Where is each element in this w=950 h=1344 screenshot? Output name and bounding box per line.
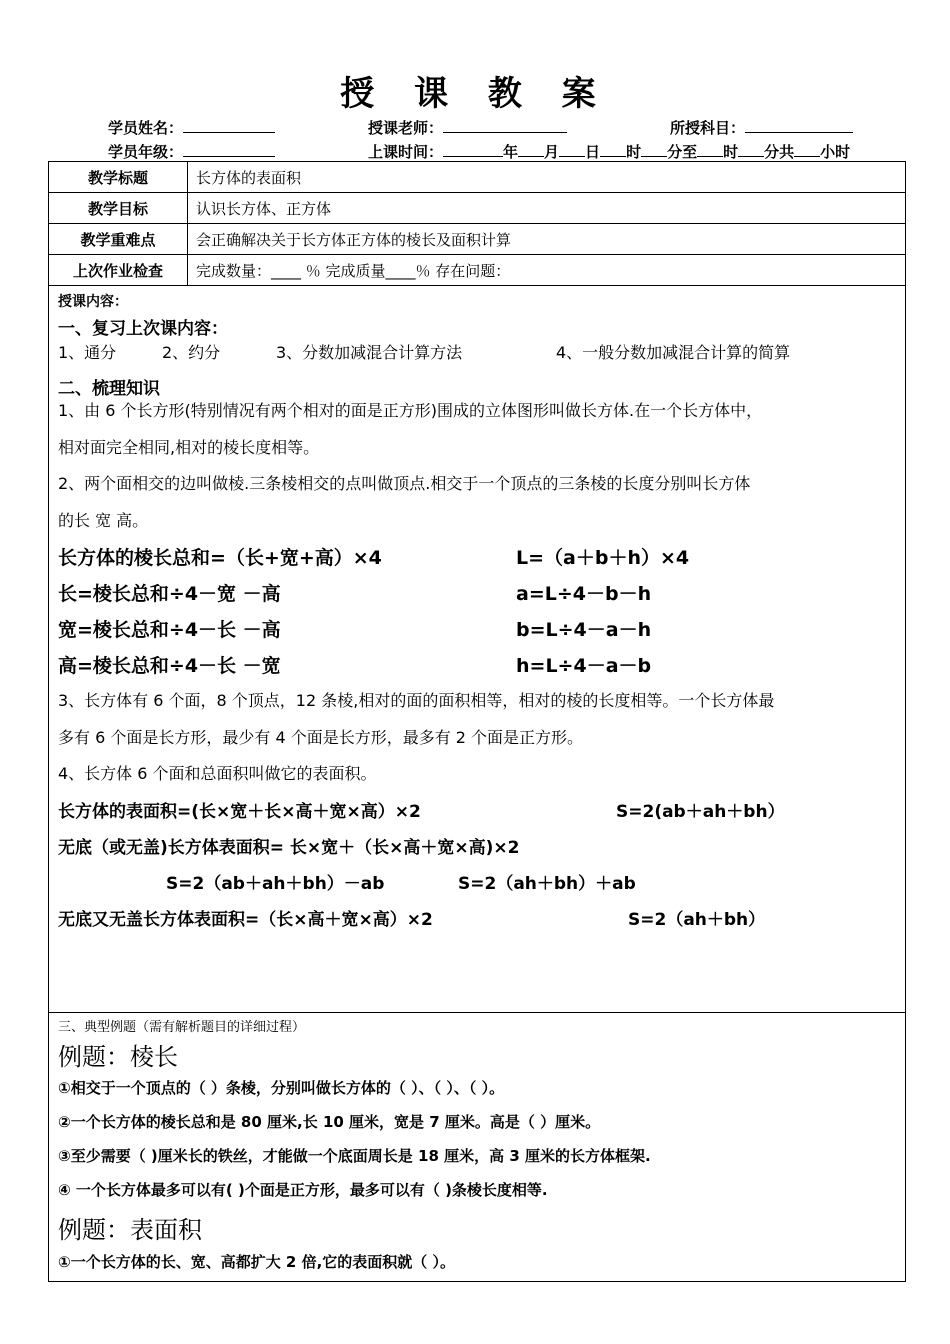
- formula: 宽=棱长总和÷4－长 －高: [58, 619, 281, 641]
- paragraph: 1、由 6 个长方形(特别情况有两个相对的面是正方形)围成的立体图形叫做长方体.在一个长方体中，: [58, 401, 763, 420]
- example-heading-area: 例题：表面积: [58, 1216, 202, 1244]
- class-time-field: [368, 141, 850, 162]
- page-title: 授 课 教 案: [340, 74, 610, 114]
- section-review-title: 一、复习上次课内容：: [58, 319, 228, 339]
- formula: 长方体的表面积=(长×宽＋长×高＋宽×高）×2: [58, 802, 421, 822]
- paragraph: 4、长方体 6 个面和总面积叫做它的表面积。: [58, 764, 377, 783]
- subject-field: [670, 117, 853, 138]
- hour-end-blank[interactable]: [697, 141, 723, 157]
- student-name-blank[interactable]: [183, 117, 275, 133]
- formula: a=L÷4－b－h: [516, 583, 652, 605]
- formula: 长方体的棱长总和=（长+宽+高）×4: [58, 547, 382, 569]
- grade-label: 学员年级：: [108, 143, 184, 161]
- hour-end-unit: 时: [723, 143, 739, 161]
- row-label: 上次作业检查: [49, 255, 188, 286]
- review-item: 4、一般分数加减混合计算的简算: [556, 343, 791, 362]
- question: ③至少需要（ )厘米长的铁丝，才能做一个底面周长是 18 厘米，高 3 厘米的长方体框架.: [58, 1147, 651, 1165]
- example-heading-edge: 例题：棱长: [58, 1043, 178, 1071]
- year-blank[interactable]: [443, 141, 503, 157]
- subject-label: 所授科目：: [670, 119, 746, 137]
- day-blank[interactable]: [559, 141, 585, 157]
- table-row: [49, 193, 906, 224]
- content-intro: 授课内容：: [58, 294, 128, 310]
- grade-blank[interactable]: [183, 141, 275, 157]
- teacher-label: 授课老师：: [368, 119, 444, 137]
- hour-start-unit: 时: [626, 143, 642, 161]
- row-value: 认识长方体、正方体: [188, 193, 906, 224]
- table-row: [49, 255, 906, 286]
- teacher-field: [368, 117, 567, 138]
- class-time-label: 上课时间：: [368, 143, 444, 161]
- row-value: 长方体的表面积: [188, 162, 906, 193]
- day-unit: 日: [585, 143, 601, 161]
- formula: 无底又无盖长方体表面积=（长×高＋宽×高）×2: [58, 910, 433, 930]
- paragraph: 2、两个面相交的边叫做棱.三条棱相交的点叫做顶点.相交于一个顶点的三条棱的长度分别叫长方体: [58, 474, 751, 493]
- minute-end-unit: 分共: [764, 143, 795, 161]
- section-knowledge-title: 二、梳理知识: [58, 379, 160, 399]
- question: ②一个长方体的棱长总和是 80 厘米,长 10 厘米，宽是 7 厘米。高是（ ）厘米。: [58, 1113, 601, 1131]
- month-blank[interactable]: [518, 141, 544, 157]
- row-label: 教学目标: [49, 193, 188, 224]
- row-value: 会正确解决关于长方体正方体的棱长及面积计算: [188, 224, 906, 255]
- total-hours-unit: 小时: [820, 143, 851, 161]
- formula: 无底（或无盖)长方体表面积= 长×宽＋（长×高＋宽×高)×2: [58, 838, 520, 858]
- question: ①一个长方体的长、宽、高都扩大 2 倍,它的表面积就（ ）。: [58, 1253, 456, 1271]
- question: ④ 一个长方体最多可以有( )个面是正方形，最多可以有（ )条棱长度相等.: [58, 1181, 548, 1199]
- minute-end-blank[interactable]: [738, 141, 764, 157]
- review-item: 3、分数加减混合计算方法: [276, 343, 463, 362]
- minute-start-blank[interactable]: [641, 141, 667, 157]
- formula: S=2（ab＋ah＋bh）－ab: [166, 874, 385, 894]
- formula: 长=棱长总和÷4－宽 －高: [58, 583, 281, 605]
- formula: b=L÷4－a－h: [516, 619, 652, 641]
- subject-blank[interactable]: [745, 117, 853, 133]
- formula: S=2（ah＋bh）: [628, 910, 766, 930]
- table-row: [49, 162, 906, 193]
- question: ①相交于一个顶点的（ ）条棱，分别叫做长方体的（ ）、（ ）、（ ）。: [58, 1079, 505, 1097]
- lesson-content-box: [48, 286, 906, 1013]
- hour-start-blank[interactable]: [600, 141, 626, 157]
- paragraph: 3、长方体有 6 个面，8 个顶点，12 条棱,相对的面的面积相等，相对的棱的长度相等。一个长方体最: [58, 691, 775, 710]
- row-label: 教学重难点: [49, 224, 188, 255]
- row-value: 完成数量：____ ％ 完成质量____％ 存在问题：: [188, 255, 906, 286]
- lesson-info-table: [48, 161, 906, 286]
- month-unit: 月: [544, 143, 560, 161]
- table-row: [49, 224, 906, 255]
- formula: h=L÷4－a－b: [516, 655, 652, 677]
- teacher-blank[interactable]: [443, 117, 567, 133]
- formula: L=（a＋b＋h）×4: [516, 547, 690, 569]
- paragraph: 多有 6 个面是长方形，最少有 4 个面是长方形，最多有 2 个面是正方形。: [58, 728, 584, 747]
- paragraph: 相对面完全相同,相对的棱长度相等。: [58, 438, 320, 457]
- total-hours-blank[interactable]: [794, 141, 820, 157]
- formula: 高=棱长总和÷4－长 －宽: [58, 655, 281, 677]
- minute-start-unit: 分至: [667, 143, 698, 161]
- formula: S=2（ah＋bh）＋ab: [458, 874, 636, 894]
- paragraph: 的长 宽 高。: [58, 511, 149, 530]
- review-item: 2、约分: [162, 343, 221, 362]
- row-label: 教学标题: [49, 162, 188, 193]
- student-name-field: [108, 117, 275, 138]
- student-name-label: 学员姓名：: [108, 119, 184, 137]
- section-examples-title: 三、典型例题（需有解析题目的详细过程）: [58, 1020, 306, 1035]
- formula: S=2(ab＋ah＋bh）: [616, 802, 785, 822]
- review-item: 1、通分: [58, 343, 117, 362]
- grade-field: [108, 141, 275, 162]
- year-unit: 年: [503, 143, 519, 161]
